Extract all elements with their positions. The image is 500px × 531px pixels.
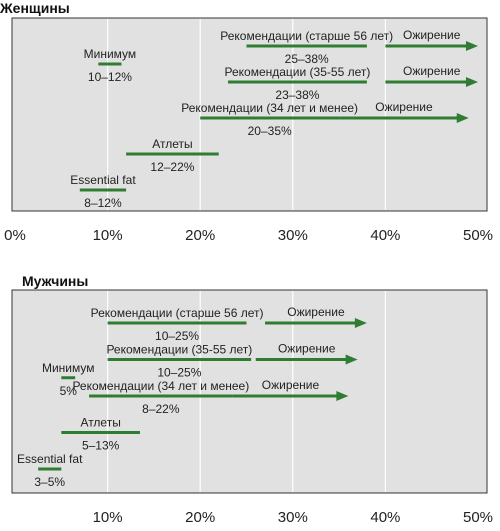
range-value-label: 12–22%	[150, 160, 195, 174]
range-name-label: Минимум	[41, 360, 95, 375]
range-name-label: Рекомендации (старше 56 лет)	[90, 306, 264, 320]
obesity-label: Ожирение	[402, 28, 461, 42]
x-tick-label: 20%	[185, 509, 216, 526]
x-tick-label: 50%	[462, 509, 494, 526]
range-name-label: Рекомендации (старше 56 лет)	[220, 29, 394, 43]
men-panel	[12, 273, 493, 526]
men-title: Мужчины	[22, 273, 89, 289]
range-value-label: 23–38%	[275, 88, 320, 102]
x-tick-label: 10%	[92, 509, 123, 526]
range-name-label: Рекомендации (34 лет и менее)	[72, 379, 250, 393]
x-tick-label: 50%	[462, 227, 494, 244]
obesity-label: Ожирение	[402, 64, 461, 78]
obesity-label: Ожирение	[261, 378, 320, 392]
x-tick-label: 20%	[185, 227, 216, 244]
x-tick-label: 30%	[277, 227, 308, 244]
range-name-label: Атлеты	[80, 415, 121, 430]
range-value-label: 10–12%	[87, 70, 132, 84]
obesity-label: Ожирение	[277, 341, 336, 356]
x-tick-label: 10%	[92, 227, 123, 244]
range-name-label: Essential fat	[17, 452, 83, 466]
range-name-label: Рекомендации (35-55 лет)	[106, 342, 253, 357]
range-name-label: Минимум	[83, 47, 137, 61]
range-value-label: 3–5%	[34, 475, 66, 489]
range-value-label: 8–12%	[84, 196, 122, 210]
range-name-label: Рекомендации (35-55 лет)	[224, 65, 371, 79]
x-tick-label: 0%	[4, 227, 26, 244]
range-name-label: Essential fat	[70, 173, 136, 187]
range-name-label: Атлеты	[152, 137, 193, 151]
range-value-label: 5%	[59, 383, 77, 398]
obesity-label: Ожирение	[375, 100, 433, 114]
x-tick-label: 40%	[370, 509, 401, 526]
range-value-label: 10–25%	[157, 365, 202, 380]
women-panel	[0, 0, 493, 244]
range-value-label: 10–25%	[155, 329, 200, 343]
range-value-label: 8–22%	[142, 402, 180, 416]
range-value-label: 5–13%	[81, 438, 120, 453]
obesity-label: Ожирение	[287, 305, 345, 319]
range-value-label: 20–35%	[247, 124, 292, 138]
x-tick-label: 40%	[370, 227, 401, 244]
x-tick-label: 30%	[277, 509, 308, 526]
range-value-label: 25–38%	[284, 52, 329, 66]
women-title: Женщины	[0, 0, 70, 16]
range-name-label: Рекомендации (34 лет и менее)	[181, 101, 359, 115]
